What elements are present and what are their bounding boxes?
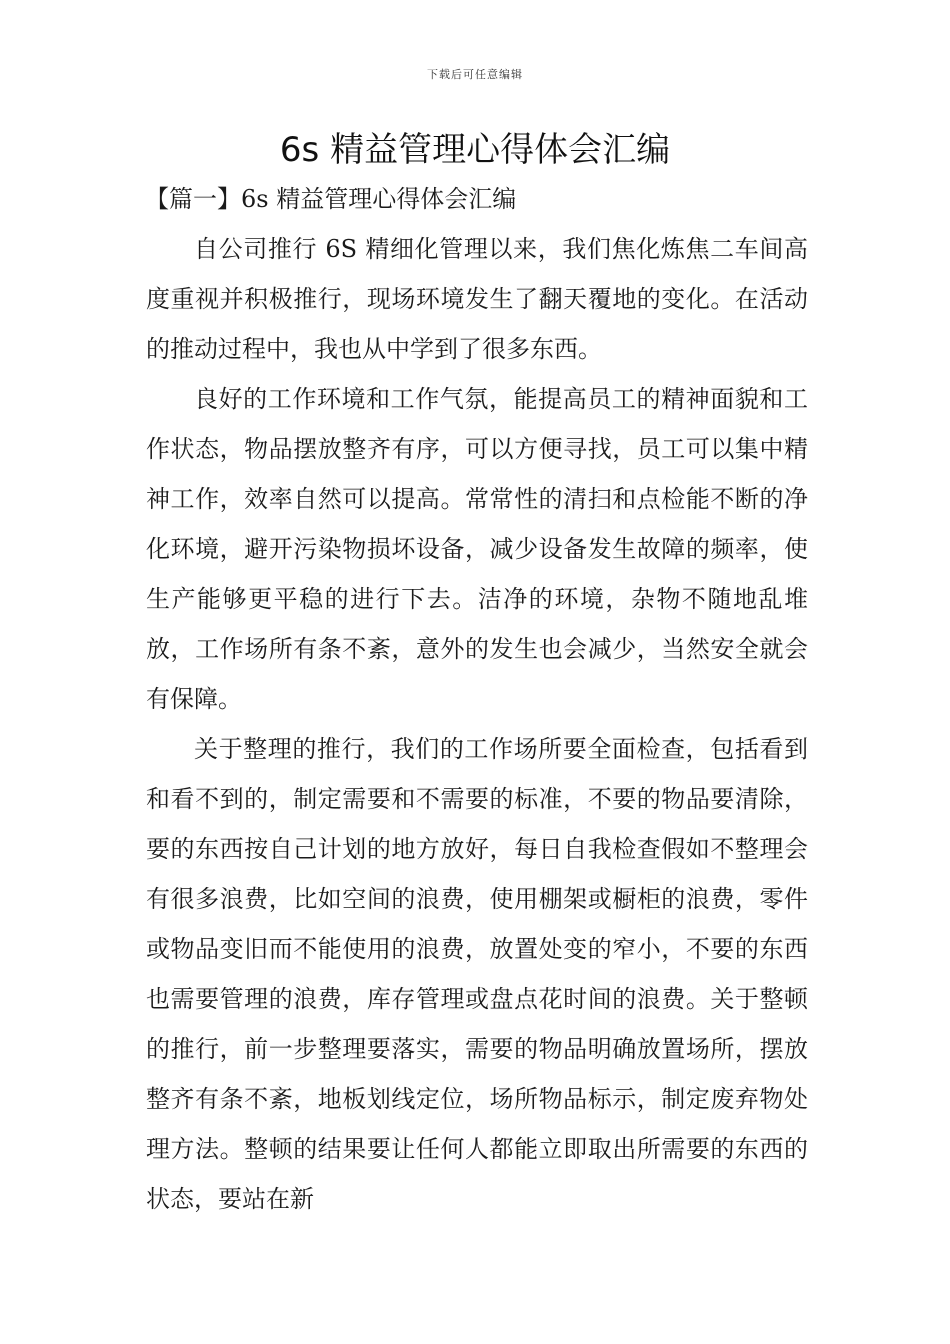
section-heading: 【篇一】6s 精益管理心得体会汇编	[145, 185, 517, 213]
document-body	[146, 224, 808, 1224]
paragraph-3: 关于整理的推行，我们的工作场所要全面检查，包括看到和看不到的，制定需要和不需要的标准，不要的物品要清除，要的东西按自己计划的地方放好，每日自我检查假如不整理会有很多浪费，比如空间的浪费，使用棚架或橱柜的浪费，零件或物品变旧而不能使用的浪费，放置处变的窄小，不要的东西也需要管理的浪费，库存管理或盘点花时间的浪费。关于整顿的推行，前一步整理要落实，需要的物品明确放置场所，摆放整齐有条不紊，地板划线定位，场所物品标示，制定废弃物处理方法。整顿的结果要让任何人都能立即取出所需要的东西的状态，要站在新	[146, 735, 808, 1213]
paragraph-2: 良好的工作环境和工作气氛，能提高员工的精神面貌和工作状态，物品摆放整齐有序，可以方便寻找，员工可以集中精神工作，效率自然可以提高。常常性的清扫和点检能不断的净化环境，避开污染物损坏设备，减少设备发生故障的频率，使生产能够更平稳的进行下去。洁净的环境，杂物不随地乱堆放，工作场所有条不紊，意外的发生也会减少，当然安全就会有保障。	[146, 385, 808, 713]
paragraph-1: 自公司推行 6S 精细化管理以来，我们焦化炼焦二车间高度重视并积极推行，现场环境发生了翻天覆地的变化。在活动的推动过程中，我也从中学到了很多东西。	[146, 235, 808, 363]
header-note: 下载后可任意编辑	[427, 68, 523, 81]
document-title: 6s 精益管理心得体会汇编	[279, 130, 671, 170]
